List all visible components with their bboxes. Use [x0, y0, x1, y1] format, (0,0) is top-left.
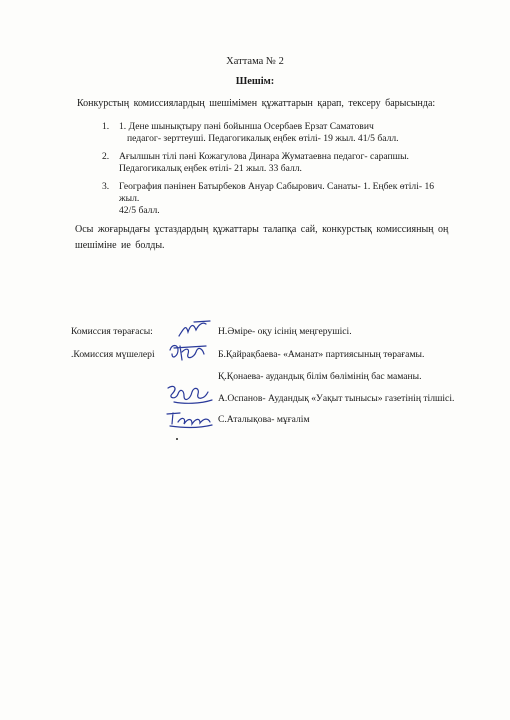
candidate-list — [102, 121, 462, 223]
member-name: Б.Қайрақбаева- «Аманат» партиясының төрағамы. — [218, 349, 425, 360]
item-line: Педагогикалық еңбек өтілі- 21 жыл. 33 балл. — [119, 163, 302, 174]
conclusion-line: шешіміне ие болды. — [75, 240, 165, 251]
member-name: Қ.Қонаева- аудандық білім бөлімінің бас маманы. — [218, 371, 422, 382]
item-number: 1. — [102, 121, 110, 132]
item-line: жыл. — [119, 193, 140, 204]
member-signature-icon — [164, 408, 216, 430]
chair-signature-icon — [176, 318, 216, 340]
member-name: А.Оспанов- Аудандық «Уақыт тынысы» газетінің тілшісі. — [218, 393, 455, 404]
conclusion-text — [75, 222, 467, 254]
item-line: педагог- зерттеуші. Педагогикалық еңбек өтілі- 19 жыл. 41/5 балл. — [127, 133, 399, 144]
ink-dot — [176, 438, 178, 440]
chair-name: Н.Әміре- оқу ісінің меңгерушісі. — [218, 326, 352, 337]
conclusion-line: Осы жоғарыдағы ұстаздардың құжаттары талапқа сай, конкурстық комиссияның оң — [75, 224, 449, 235]
item-line: 42/5 балл. — [119, 205, 160, 216]
chair-label: Комиссия төрағасы: — [71, 326, 153, 337]
item-line: География пәнінен Батырбеков Ануар Сабырович. Санаты- 1. Еңбек өтілі- 16 — [119, 181, 435, 192]
list-item — [102, 121, 462, 145]
list-item — [102, 151, 462, 175]
protocol-title: Хаттама № 2 — [226, 56, 284, 67]
members-label: .Комиссия мүшелері — [71, 349, 155, 360]
item-number: 3. — [102, 181, 110, 192]
decision-heading: Шешім: — [235, 76, 275, 87]
item-line: 1. Дене шынықтыру пәні бойынша Осербаев Ерзат Саматович — [119, 121, 374, 132]
member-name: С.Аталықова- мұғалім — [218, 414, 310, 425]
list-item — [102, 181, 462, 217]
intro-text: Конкурстың комиссиялардың шешімімен құжаттарын қарап, тексеру барысында: — [77, 98, 436, 109]
member-signature-icon — [166, 340, 212, 364]
member-signature-icon — [164, 382, 216, 408]
item-number: 2. — [102, 151, 110, 162]
item-line: Ағылшын тілі пәні Кожагулова Динара Жуматаевна педагог- сарапшы. — [119, 151, 409, 162]
